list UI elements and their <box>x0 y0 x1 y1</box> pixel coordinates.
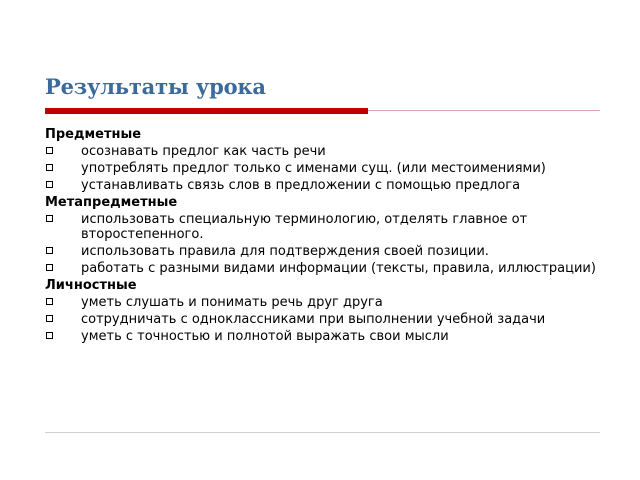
list-item-text: работать с разными видами информации (тексты, правила, иллюстрации) <box>81 261 596 276</box>
section-list-personal <box>45 295 605 344</box>
list-item <box>45 312 605 327</box>
list-item-text: употреблять предлог только с именами сущ. (или местоимениями) <box>81 161 546 176</box>
list-item-text: использовать правила для подтверждения своей позиции. <box>81 244 489 259</box>
square-bullet-icon <box>46 315 53 322</box>
list-item-text: уметь слушать и понимать речь друг друга <box>81 295 383 310</box>
slide-title: Результаты урока <box>45 74 266 99</box>
list-item <box>45 144 605 159</box>
section-heading-personal: Личностные <box>45 278 137 293</box>
list-item <box>45 212 605 242</box>
list-item-text: уметь с точностью и полнотой выражать свои мысли <box>81 329 449 344</box>
slide-content <box>45 127 605 346</box>
list-item <box>45 178 605 193</box>
list-item <box>45 244 605 259</box>
section-list-metasubject <box>45 212 605 276</box>
square-bullet-icon <box>46 264 53 271</box>
list-item-text: использовать специальную терминологию, отделять главное от второстепенного. <box>81 212 528 242</box>
list-item <box>45 161 605 176</box>
list-item <box>45 329 605 344</box>
list-item <box>45 261 605 276</box>
list-item-text: сотрудничать с одноклассниками при выполнении учебной задачи <box>81 312 546 327</box>
square-bullet-icon <box>46 247 53 254</box>
section-heading-metasubject: Метапредметные <box>45 195 178 210</box>
section-heading-subject: Предметные <box>45 127 142 142</box>
list-item-text: устанавливать связь слов в предложении с помощью предлога <box>81 178 521 193</box>
title-accent-bar <box>45 108 368 114</box>
square-bullet-icon <box>46 215 53 222</box>
section-list-subject <box>45 144 605 193</box>
list-item-text: осознавать предлог как часть речи <box>81 144 326 159</box>
square-bullet-icon <box>46 181 53 188</box>
list-item <box>45 295 605 310</box>
square-bullet-icon <box>46 332 53 339</box>
square-bullet-icon <box>46 147 53 154</box>
square-bullet-icon <box>46 298 53 305</box>
footer-divider-line <box>45 432 600 433</box>
square-bullet-icon <box>46 164 53 171</box>
